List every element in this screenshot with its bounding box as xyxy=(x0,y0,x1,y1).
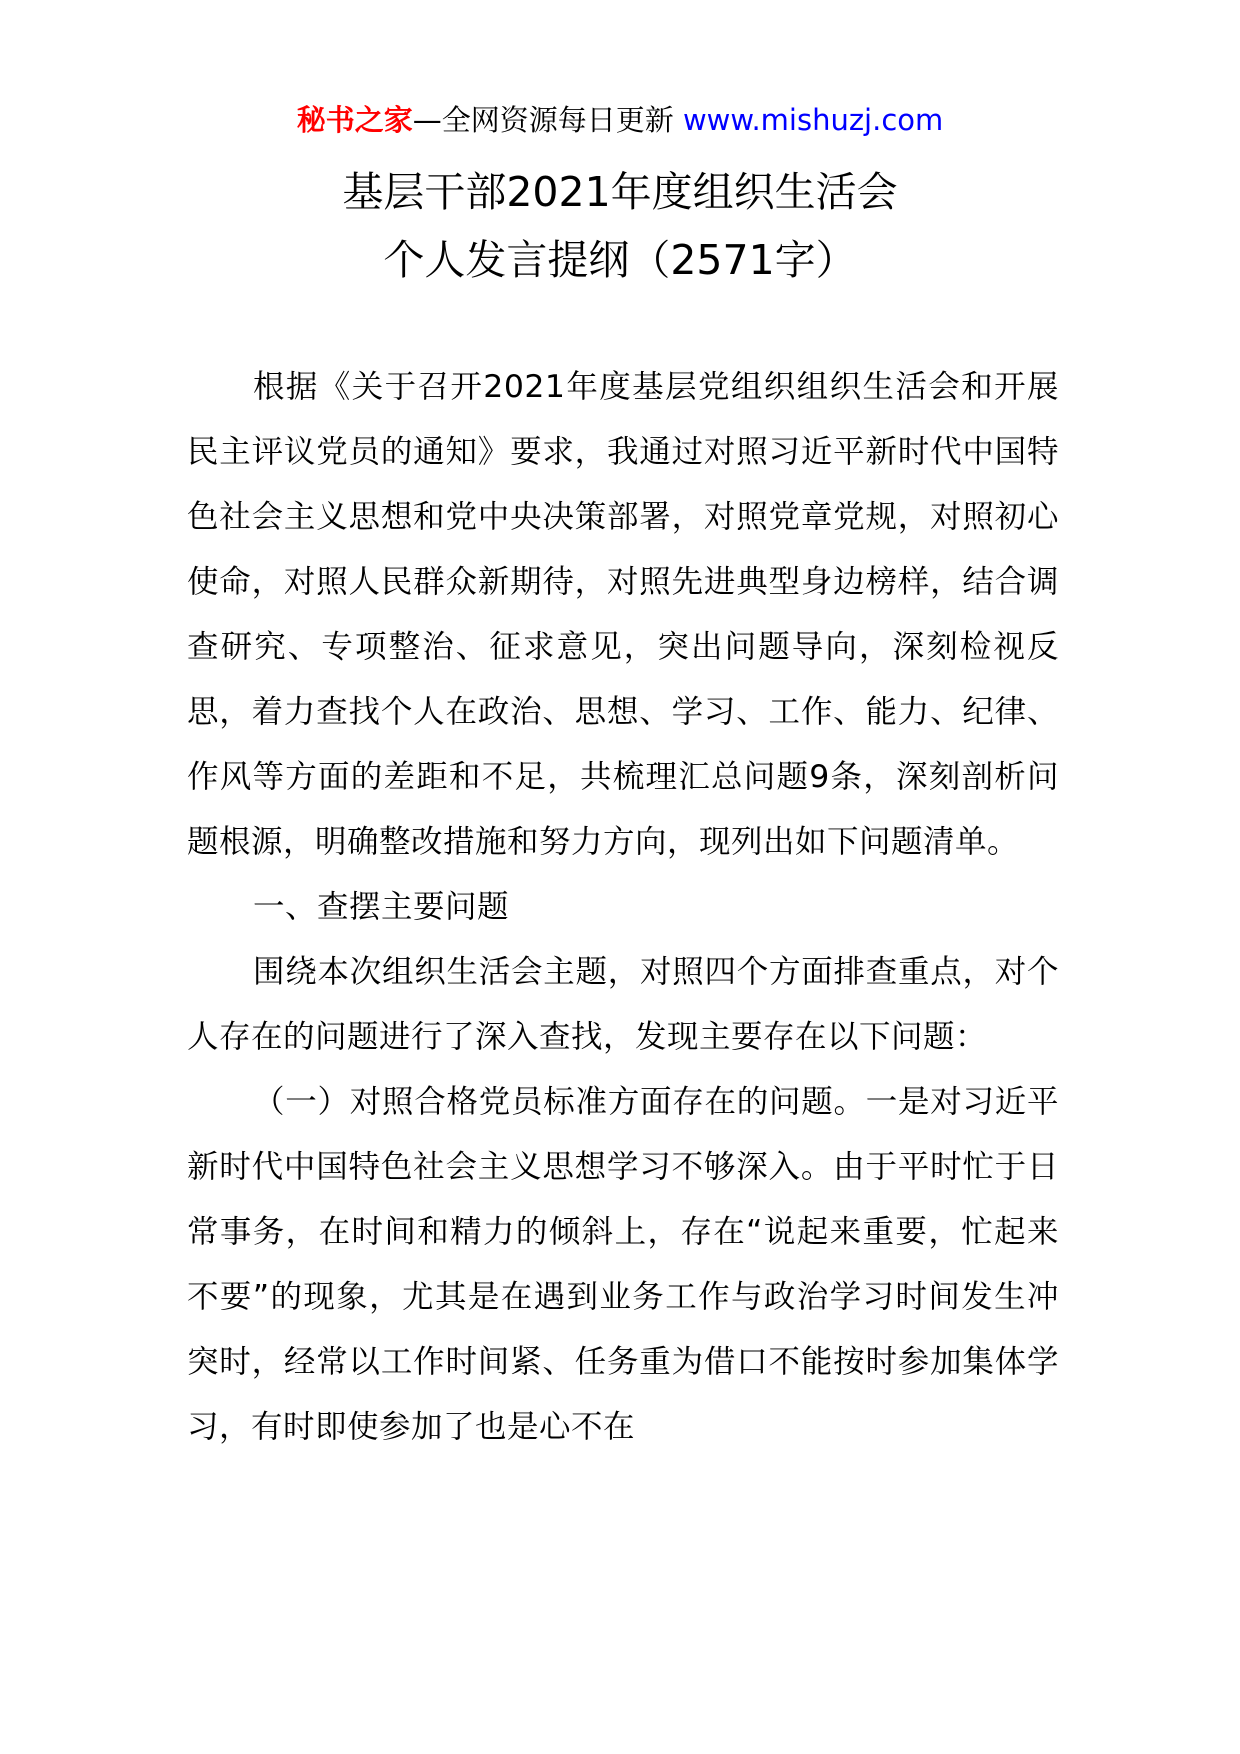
site-header xyxy=(0,100,1240,140)
section-heading: 一、查摆主要问题 xyxy=(253,889,510,925)
item-paragraph: （一）对照合格党员标准方面存在的问题。一是对习近平新时代中国特色社会主义思想学习不够深入。由于平时忙于日常事务，在时间和精力的倾斜上，存在“说起来重要，忙起来不要”的现象，尤其是在遇到业务工作与政治学习时间发生冲突时，经常以工作时间紧、任务重为借口不能按时参加集体学习，有时即使参加了也是心不在 xyxy=(187,1084,1059,1445)
header-slogan: —全网资源每日更新 xyxy=(412,103,674,137)
document-body xyxy=(187,355,1059,1460)
document-title-line-2: 个人发言提纲（2571字） xyxy=(383,236,857,284)
document-title-line-1: 基层干部2021年度组织生活会 xyxy=(342,168,898,216)
brand-name: 秘书之家 xyxy=(296,103,413,137)
intro-paragraph: 根据《关于召开2021年度基层党组织组织生活会和开展民主评议党员的通知》要求，我通过对照习近平新时代中国特色社会主义思想和党中央决策部署，对照党章党规，对照初心使命，对照人民群众新期待，对照先进典型身边榜样，结合调查研究、专项整治、征求意见，突出问题导向，深刻检视反思，着力查找个人在政治、思想、学习、工作、能力、纪律、作风等方面的差距和不足，共梳理汇总问题9条，深刻剖析问题根源，明确整改措施和努力方向，现列出如下问题清单。 xyxy=(187,369,1059,860)
section-intro-paragraph: 围绕本次组织生活会主题，对照四个方面排查重点，对个人存在的问题进行了深入查找，发现主要存在以下问题： xyxy=(187,954,1059,1055)
site-url-link[interactable]: www.mishuzj.com xyxy=(682,103,944,137)
